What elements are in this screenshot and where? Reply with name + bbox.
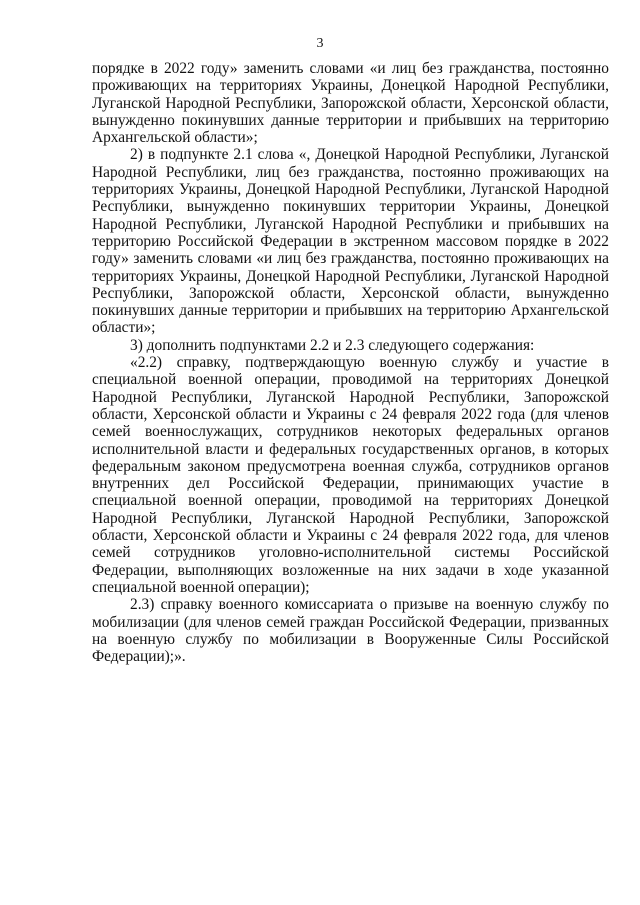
paragraph-item-3: 3) дополнить подпунктами 2.2 и 2.3 следующего содержания:	[130, 336, 535, 354]
document-body	[92, 60, 609, 665]
paragraph-continuation: порядке в 2022 году» заменить словами «и лиц без гражданства, постоянно проживающих на территориях Украины, Донецкой Народной Республики, Луганской Народной Республики, Запорожской области, Херсонской области, вынужденно покинувших данные территории и прибывших на территорию Архангельской области»;	[92, 60, 609, 147]
paragraph-item-2: 2) в подпункте 2.1 слова «, Донецкой Народной Республики, Луганской Народной Республики, лиц без гражданства, постоянно проживающих на территориях Украины, Донецкой Народной Республики, Луганской Народной Республики, вынужденно покинувших территории Украины, Донецкой Народной Республики, Луганской Народной Республики и прибывших на территорию Российской Федерации в экстренном массовом порядке в 2022 году» заменить словами «и лиц без гражданства, постоянно проживающих на территориях Украины, Донецкой Народной Республики, Луганской Народной Республики, Запорожской области, Херсонской области, вынужденно покинувших данные территории и прибывших на территорию Архангельской области»;	[92, 146, 609, 337]
paragraph-subitem-2-2: «2.2) справку, подтверждающую военную службу и участие в специальной военной операции, проводимой на территориях Донецкой Народной Республики, Луганской Народной Республики, Запорожской области, Херсонской области и Украины с 24 февраля 2022 года (для членов семей военнослужащих, сотрудников некоторых федеральных органов исполнительной власти и федеральных государственных органов, в которых федеральным законом предусмотрена военная служба, сотрудников органов внутренних дел Российской Федерации, принимающих участие в специальной военной операции, проводимой на территориях Донецкой Народной Республики, Луганской Народной Республики, Запорожской области, Херсонской области и Украины с 24 февраля 2022 года, для членов семей сотрудников уголовно-исполнительной системы Российской Федерации, выполняющих возложенные на них задачи в ходе указанной специальной военной операции);	[92, 354, 609, 596]
paragraph-subitem-2-3: 2.3) справку военного комиссариата о призыве на военную службу по мобилизации (для членов семей граждан Российской Федерации, призванных на военную службу по мобилизации в Вооруженные Силы Российской Федерации);».	[92, 596, 609, 666]
page-number: 3	[316, 36, 324, 51]
